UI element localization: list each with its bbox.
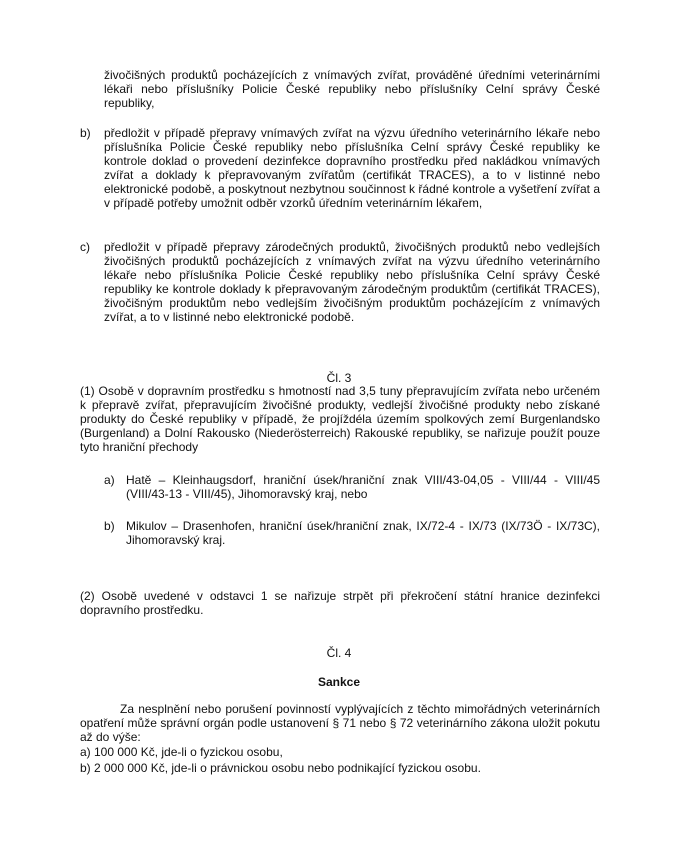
list-item-label: c) xyxy=(80,240,90,254)
fine-a: a) 100 000 Kč, jde-li o fyzickou osobu, xyxy=(80,745,283,759)
border-crossing-text: Mikulov – Drasenhofen, hraniční úsek/hraniční znak, IX/72-4 - IX/73 (IX/73Ö - IX/73C), Jihomoravský kraj. xyxy=(126,519,600,547)
border-crossing-b xyxy=(104,519,600,547)
article-3-paragraph-2: (2) Osobě uvedené v odstavci 1 se nařizuje strpět při překročení státní hranice dezinfekci dopravního prostředku. xyxy=(80,589,600,617)
list-item-text: předložit v případě přepravy zárodečných produktů, živočišných produktů nebo vedlejších živočišných produktů pocházejících z vnímavých zvířat na výzvu úředního veterinárního lékaře nebo příslušníka Policie České republiky nebo příslušníka Celní správy České republiky ke kontrole doklady k přepravovaným zárodečným produktům (certifikát TRACES), živočišným produktům nebo vedlejším živočišným produktům pocházejícím z vnímavých zvířat, a to v listinné nebo elektronické podobě. xyxy=(104,240,600,324)
article-3-heading: Čl. 3 xyxy=(326,371,352,385)
article-4-paragraph: Za nesplnění nebo porušení povinností vyplývajících z těchto mimořádných veterinárních opatření může správní orgán podle ustanovení § 71 nebo § 72 veterinárního zákona uložit pokutu až do výše: xyxy=(80,702,600,744)
intro-paragraph: živočišných produktů pocházejících z vnímavých zvířat, prováděné úředními veterinárními lékaři nebo příslušníky Policie České republiky nebo příslušníky Celní správy České republiky, xyxy=(104,68,600,110)
border-crossing-text: Hatě – Kleinhaugsdorf, hraniční úsek/hraniční znak VIII/43-04,05 - VIII/44 - VIII/45 (VIII/43-13 - VIII/45), Jihomoravský kraj, nebo xyxy=(126,473,600,501)
fine-b: b) 2 000 000 Kč, jde-li o právnickou osobu nebo podnikající fyzickou osobu. xyxy=(80,761,481,775)
article-4-heading: Čl. 4 xyxy=(326,646,352,660)
list-item-text: předložit v případě přepravy vnímavých zvířat na výzvu úředního veterinárního lékaře nebo příslušníka Policie České republiky nebo příslušníka Celní správy České republiky ke kontrole doklad o provedení dezinfekce dopravního prostředku před nakládkou vnímavých zvířat a doklady k přepravovaným zvířatům (certifikát TRACES), a to v listinné nebo elektronické podobě, a poskytnout nezbytnou součinnost k řádné kontrole a vyšetření zvířat a v případě potřeby umožnit odběr vzorků úředním veterinárním lékařem, xyxy=(104,126,600,210)
border-crossing-label: a) xyxy=(104,473,115,487)
border-crossing-label: b) xyxy=(104,519,115,533)
article-4-subheading: Sankce xyxy=(317,675,361,689)
article-3-paragraph-1: (1) Osobě v dopravním prostředku s hmotností nad 3,5 tuny přepravujícím zvířata nebo určeném k přepravě zvířat, přepravujícím živočišné produkty, vedlejší živočišné produkty nebo získané produkty do České republiky v případě, že projíždéla územím spolkových zemí Burgenlandsko (Burgenland) a Dolní Rakousko (Niederösterreich) Rakouské republiky, se nařizuje použít pouze tyto hraniční přechody xyxy=(80,384,600,454)
list-item-c xyxy=(80,240,600,324)
list-item-b xyxy=(80,126,600,210)
border-crossing-a xyxy=(104,473,600,501)
list-item-label: b) xyxy=(80,126,91,140)
